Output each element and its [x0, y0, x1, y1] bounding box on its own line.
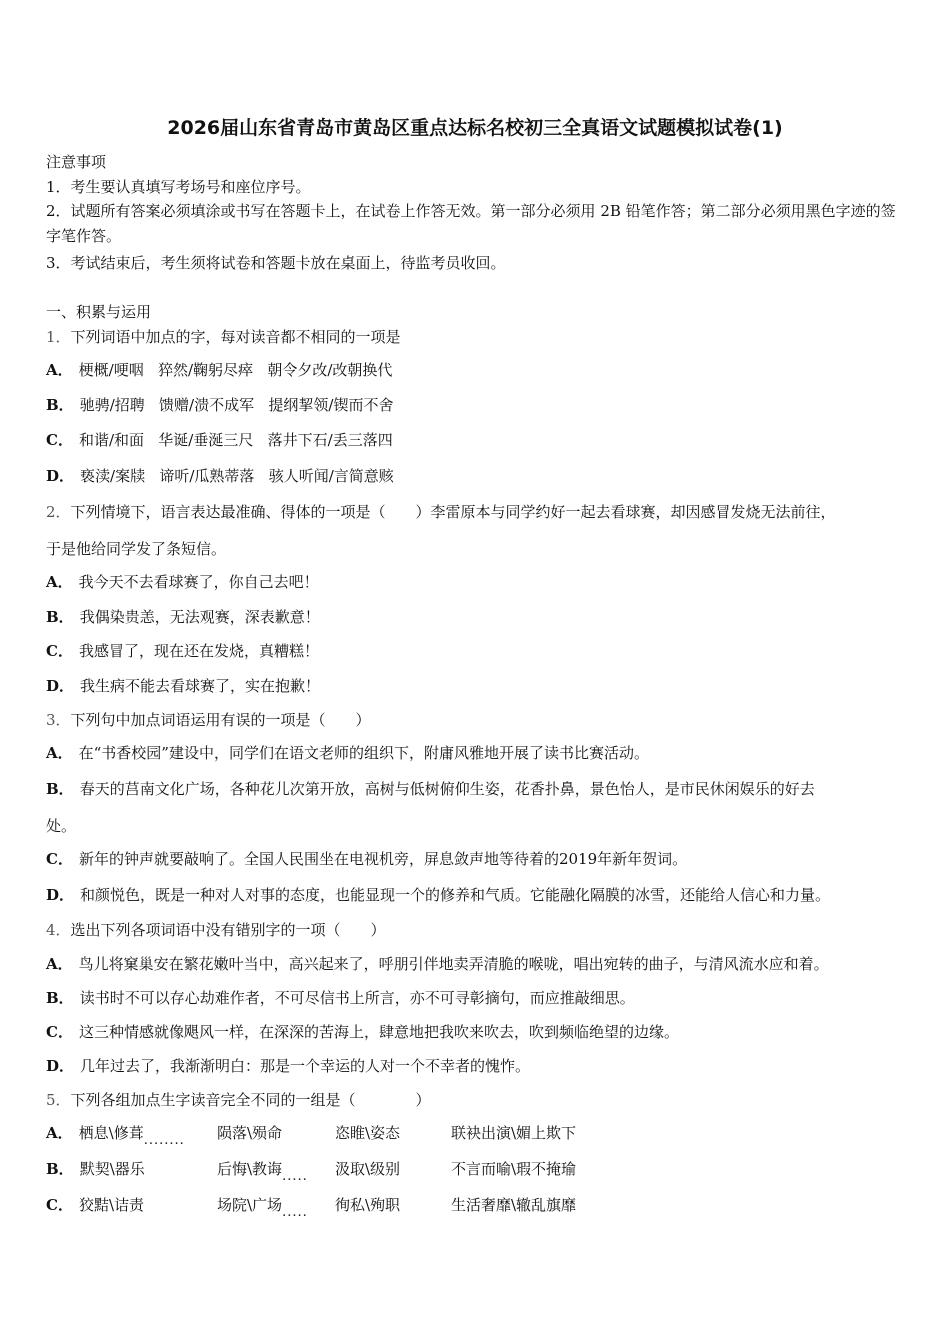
option-c: [46, 430, 393, 450]
option-c: [46, 641, 319, 661]
option-d: [46, 885, 830, 905]
option-label: C．: [46, 1196, 73, 1214]
question-number: 1．: [46, 328, 71, 346]
section-heading: 一、积累与运用: [46, 303, 152, 321]
option-label: B．: [46, 989, 74, 1007]
option-text: 我今天不去看球赛了，你自己去吧！: [78, 573, 319, 591]
page-title: 2026届山东省青岛市黄岛区重点达标名校初三全真语文试题模拟试卷(1): [167, 117, 783, 139]
option-cell: 默契\器乐: [79, 1160, 145, 1178]
option-d: [46, 466, 394, 486]
option-text: 在“书香校园”建设中，同学们在语文老师的组织下，附庸风雅地开展了读书比赛活动。: [78, 744, 649, 762]
emphasis-dots: ........: [143, 1133, 185, 1148]
option-label: A．: [46, 955, 73, 973]
option-cell: 生活奢靡\辙乱旗靡: [451, 1196, 577, 1214]
option-b-continued: 处。: [46, 817, 77, 835]
option-label: A．: [46, 1124, 73, 1142]
option-d: [46, 1056, 530, 1076]
option-label: D．: [46, 467, 75, 485]
notice-item: 3．考试结束后，考生须将试卷和答题卡放在桌面上，待监考员收回。: [46, 254, 506, 272]
option-cell: 汲取\级别: [335, 1160, 401, 1178]
option-text: 几年过去了，我渐渐明白：那是一个幸运的人对一个不幸者的愧怍。: [80, 1057, 531, 1075]
option-text: 鸟儿将窠巢安在繁花嫩叶当中，高兴起来了，呼朋引伴地卖弄清脆的喉咙，唱出宛转的曲子，与清风流水应和着。: [78, 955, 829, 973]
option-label: D．: [46, 886, 75, 904]
notice-item: 1．考生要认真填写考场号和座位序号。: [46, 178, 311, 196]
question-4: [46, 920, 386, 940]
question-stem: 下列各组加点生字读音完全不同的一组是（ ）: [70, 1091, 431, 1109]
option-text: 我感冒了，现在还在发烧，真糟糕！: [78, 642, 319, 660]
option-label: A．: [46, 573, 73, 591]
option-cell: 徇私\殉职: [335, 1196, 401, 1214]
option-label: B．: [46, 780, 74, 798]
option-label: B．: [46, 396, 74, 414]
option-a: [46, 954, 829, 974]
option-cell: 栖息\修葺: [78, 1124, 144, 1142]
option-c: [46, 1022, 679, 1042]
option-label: B．: [46, 1160, 74, 1178]
option-text: 这三种情感就像飓风一样，在深深的苦海上，肆意地把我吹来吹去，吹到频临绝望的边缘。: [78, 1023, 679, 1041]
option-a: [46, 360, 392, 380]
emphasis-dots: .....: [282, 1169, 308, 1184]
question-5: [46, 1090, 431, 1110]
option-cell: 陨落\殒命: [217, 1124, 283, 1142]
question-2: [46, 502, 836, 522]
option-label: C．: [46, 1023, 73, 1041]
option-text: 读书时不可以存心劫难作者，不可尽信书上所言，亦不可寻彰摘句，而应推敲细思。: [79, 989, 635, 1007]
option-a: [46, 572, 319, 592]
option-b: [46, 779, 815, 799]
option-label: D．: [46, 677, 75, 695]
option-cell: 不言而喻\瑕不掩瑜: [451, 1160, 577, 1178]
question-number: 3．: [46, 711, 71, 729]
option-text: 亵渎/案牍 谛听/瓜熟蒂落 骇人听闻/言简意赅: [80, 467, 394, 485]
question-stem: 下列句中加点词语运用有误的一项是（ ）: [70, 711, 371, 729]
emphasis-dots: .....: [282, 1205, 308, 1220]
question-stem: 选出下列各项词语中没有错别字的一项（ ）: [70, 921, 386, 939]
option-text: 梗概/哽咽 猝然/鞠躬尽瘁 朝令夕改/改朝换代: [78, 361, 393, 379]
option-c: [46, 849, 687, 869]
option-label: C．: [46, 642, 73, 660]
option-b: [46, 607, 320, 627]
option-text: 驰骋/招聘 馈赠/溃不成军 提纲挈领/锲而不舍: [79, 396, 394, 414]
option-text: 新年的钟声就要敲响了。全国人民围坐在电视机旁，屏息敛声地等待着的2019年新年贺词。: [78, 850, 688, 868]
option-label: C．: [46, 431, 73, 449]
option-b: [46, 988, 635, 1008]
notice-heading: 注意事项: [46, 153, 107, 171]
question-3: [46, 710, 371, 730]
option-a: [46, 743, 649, 763]
option-label: D．: [46, 1057, 75, 1075]
option-cell: 后悔\教诲: [217, 1160, 283, 1178]
question-1: [46, 327, 401, 347]
option-cell: 狡黠\诘责: [78, 1196, 145, 1214]
option-cell: 场院\广场: [217, 1196, 283, 1214]
option-b: [46, 395, 393, 415]
option-label: A．: [46, 744, 73, 762]
option-text: 和颜悦色，既是一种对人对事的态度，也能显现一个的修养和气质。它能融化隔膜的冰雪，还能给人信心和力量。: [80, 886, 831, 904]
question-stem: 下列情境下，语言表达最准确、得体的一项是（ ）李雷原本与同学约好一起去看球赛，却因感冒发烧无法前往，: [70, 503, 836, 521]
question-stem-continued: 于是他给同学发了条短信。: [46, 540, 227, 558]
option-cell: 恣睢\姿态: [335, 1124, 401, 1142]
option-label: B．: [46, 608, 74, 626]
question-number: 4．: [46, 921, 71, 939]
notice-item: 2．试题所有答案必须填涂或书写在答题卡上，在试卷上作答无效。第一部分必须用 2B 铅笔作答；第二部分必须用黑色字迹的签字笔作答。: [46, 202, 896, 245]
option-label: A．: [46, 361, 73, 379]
option-label: C．: [46, 850, 73, 868]
option-text: 和谐/和面 华诞/垂涎三尺 落井下石/丢三落四: [78, 431, 393, 449]
option-text: 我偶染贵恙，无法观赛，深表歉意！: [79, 608, 320, 626]
option-text: 我生病不能去看球赛了，实在抱歉！: [80, 677, 321, 695]
question-number: 5．: [46, 1091, 71, 1109]
option-cell: 联袂出演\媚上欺下: [451, 1124, 577, 1142]
question-stem: 下列词语中加点的字，每对读音都不相同的一项是: [70, 328, 401, 346]
question-number: 2．: [46, 503, 71, 521]
option-d: [46, 676, 320, 696]
option-text: 春天的莒南文化广场，各种花儿次第开放，高树与低树俯仰生姿，花香扑鼻，景色怡人，是市民休闲娱乐的好去: [79, 780, 815, 798]
